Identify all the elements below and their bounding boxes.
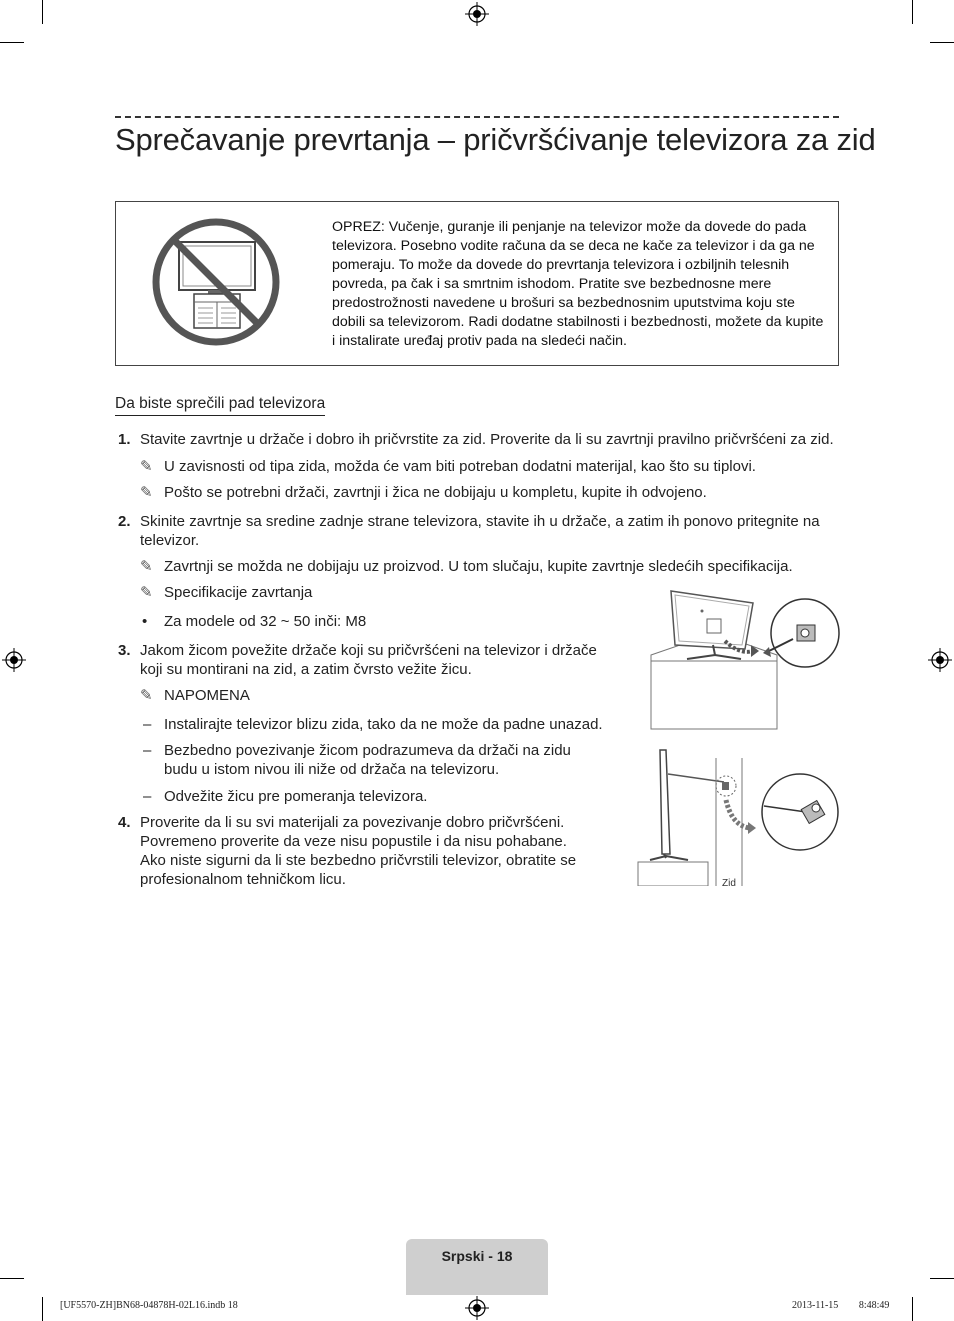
tv-bracket-figure [645,583,840,733]
slug-filename: [UF5570-ZH]BN68-04878H-02L16.indb 18 [60,1300,238,1311]
dash-icon: – [143,742,152,759]
crop-mark [42,0,43,24]
note-icon: ✎ [140,458,153,475]
registration-mark-icon [928,648,952,672]
step-text: Proverite da li su svi materijali za povezivanje dobro pričvršćeni. Povremeno proverite da veze nisu popustile i da nisu pohabane. Ako niste sigurni da li ste bezbedno pričvrstili televizor, obratite se profesionalnom tehničkom licu. [140,814,577,888]
crop-mark [912,0,913,24]
section-title: Da biste sprečili pad televizora [115,395,325,416]
note-icon: ✎ [140,687,153,704]
note-text: Pošto se potrebni držači, zavrtnji i žica ne dobijaju u kompletu, kupite ih odvojeno. [164,484,707,501]
step-number: 1. [118,431,131,448]
crop-mark [42,1297,43,1321]
note-icon: ✎ [140,558,153,575]
bullet-icon: • [142,613,148,630]
dash-text: Instalirajte televizor blizu zida, tako da ne može da padne unazad. [164,716,603,733]
title-rule [115,116,839,118]
step-text: Stavite zavrtnje u držače i dobro ih pričvrstite za zid. Proverite da li su zavrtnji pravilno pričvršćeni za zid. [140,431,834,448]
dash-text: Bezbedno povezivanje žicom podrazumeva da držači na zidu budu u istom nivou ili niže od držača na televizoru. [164,742,571,778]
step-text: Skinite zavrtnje sa sredine zadnje strane televizora, stavite ih u držače, a zatim ih ponovo pritegnite na televizor. [140,513,820,549]
dash-icon: – [143,716,152,733]
note-text: U zavisnosti od tipa zida, možda će vam biti potreban dodatni materijal, kao što su tiplovi. [164,458,756,475]
slug-timestamp: 2013-11-15 ￿￿ 8:48:49 [792,1300,890,1311]
dash-text: Odvežite žicu pre pomeranja televizora. [164,788,428,805]
crop-mark [0,1278,24,1279]
note-icon: ✎ [140,484,153,501]
page-number-label: Srpski - 18 [441,1248,513,1264]
step-number: 4. [118,814,131,831]
step-text: Jakom žicom povežite držače koji su pričvršćeni na televizor i držače koji su montirani na zid, a zatim čvrsto vežite žicu. [140,642,597,678]
bullet-text: Za modele od 32 ~ 50 inči: M8 [164,613,367,630]
registration-mark-icon [465,1296,489,1320]
registration-mark-icon [2,648,26,672]
step-number: 3. [118,642,131,659]
registration-mark-icon [465,2,489,26]
crop-mark [930,42,954,43]
note-text: Specifikacije zavrtanja [164,584,313,601]
step-number: 2. [118,513,131,530]
wall-label: Zid [722,878,736,889]
no-climbing-tv-icon [150,216,282,348]
note-icon: ✎ [140,584,153,601]
page-title: Sprečavanje prevrtanja – pričvršćivanje televizora za zid [115,122,876,157]
crop-mark [912,1297,913,1321]
note-heading: NAPOMENA [164,687,250,704]
crop-mark [0,42,24,43]
crop-mark [930,1278,954,1279]
warning-text: OPREZ: Vučenje, guranje ili penjanje na televizor može da dovede do pada televizora. Posebno vodite računa da se deca ne kače za televizor i da ga ne pomeraju. To može da dovede do prevrtanja televizora i ozbiljnih telesnih povreda, pa čak i sa smrtnim ishodom. Pratite sve bezbednosne mere predostrožnosti navedene u brošuri sa bezbednosnim uputstvima koju ste dobili sa televizorom. Radi dodatne stabilnosti i bezbednosti, možete da kupite i instalirate uređaj protiv pada na sledeći način. [332,219,824,349]
tv-wall-cable-figure [636,746,840,886]
dash-icon: – [143,788,152,805]
note-text: Zavrtnji se možda ne dobijaju uz proizvod. U tom slučaju, kupite zavrtnje sledećih specifikacija. [164,558,793,575]
